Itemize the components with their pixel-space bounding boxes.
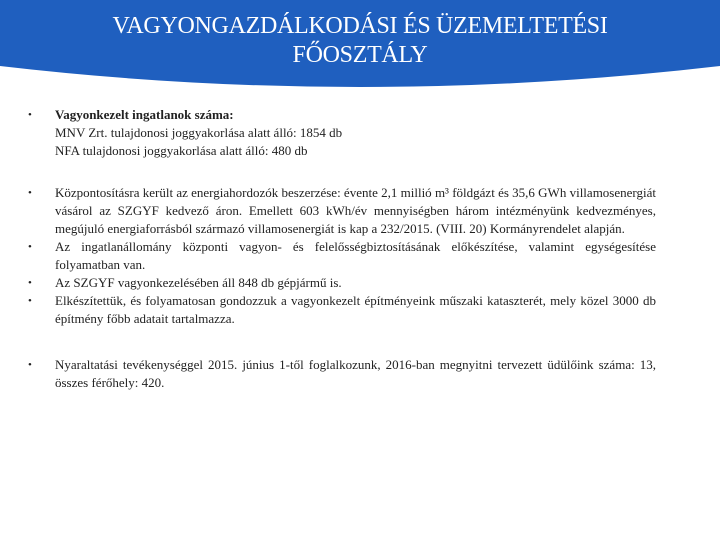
bullet-item-properties	[28, 106, 656, 160]
bullet-marker: •	[28, 187, 32, 199]
insurance-text: Az ingatlanállomány központi vagyon- és felelősségbiztosításának előkészítése, valamint egységesítése folyamatban van.	[55, 239, 656, 272]
slide-title-line-2: FŐOSZTÁLY	[292, 42, 428, 68]
bullet-marker: •	[28, 359, 32, 371]
bullet-item-cadastre	[28, 292, 656, 328]
properties-line-mnv: MNV Zrt. tulajdonosi joggyakorlása alatt álló: 1854 db	[55, 125, 343, 140]
bullet-list	[28, 106, 656, 392]
bullet-item-holiday	[28, 356, 656, 392]
bullet-item-insurance	[28, 238, 656, 274]
bullet-marker: •	[28, 295, 32, 307]
slide-title	[0, 12, 720, 70]
bullet-item-vehicles	[28, 274, 656, 292]
properties-heading: Vagyonkezelt ingatlanok száma:	[55, 107, 234, 122]
title-banner	[0, 0, 720, 90]
bullet-marker: •	[28, 241, 32, 253]
vehicles-text: Az SZGYF vagyonkezelésében áll 848 db gépjármű is.	[55, 275, 342, 290]
bullet-item-energy	[28, 184, 656, 238]
bullet-marker: •	[28, 277, 32, 289]
holiday-text: Nyaraltatási tevékenységgel 2015. június 1-től foglalkozunk, 2016-ban megnyitni tervezett üdülőink száma: 13, összes férőhely: 420.	[55, 357, 656, 390]
slide-title-line-1: VAGYONGAZDÁLKODÁSI ÉS ÜZEMELTETÉSI	[112, 13, 608, 39]
energy-text: Központosításra került az energiahordozók beszerzése: évente 2,1 millió m³ földgázt és 35,6 GWh villamosenergiát vásárol az SZGYF kedvező áron. Emellett 603 kWh/év mennyiségben három intézményünk kedvezményes, megújuló energiaforrásból származó villamosenergiát is kap a 232/2015. (VIII. 20) Kormányrendelet alapján.	[55, 185, 656, 236]
cadastre-text: Elkészítettük, és folyamatosan gondozzuk a vagyonkezelt építményeink műszaki kataszterét, mely közel 3000 db építmény főbb adatait tartalmazza.	[55, 293, 656, 326]
bullet-marker: •	[28, 109, 32, 121]
properties-line-nfa: NFA tulajdonosi joggyakorlása alatt álló: 480 db	[55, 143, 308, 158]
